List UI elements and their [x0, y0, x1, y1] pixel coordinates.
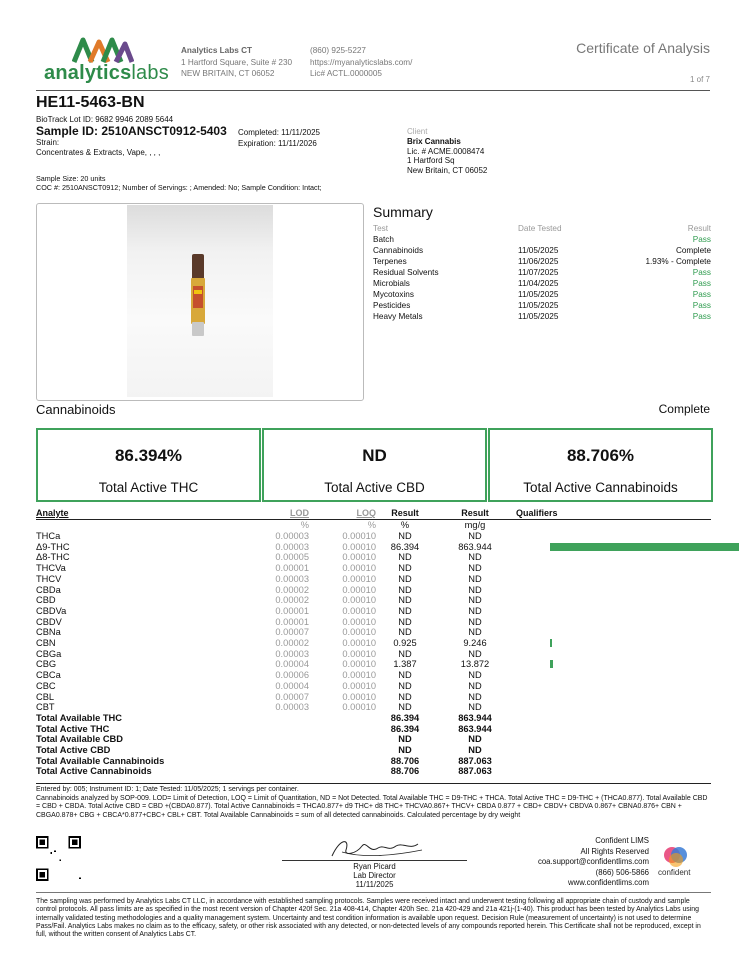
total-row — [36, 766, 711, 777]
analyte-analyte: CBCa — [36, 670, 61, 681]
analyte-loq: 0.00010 — [342, 627, 376, 638]
confident-logo-text: confident — [658, 868, 691, 877]
analyte-r2: ND — [468, 531, 482, 541]
cannabinoids-status: Complete — [658, 402, 710, 416]
analyte-r1: ND — [398, 648, 412, 659]
analyte-row — [36, 595, 711, 606]
analyte-lod: 0.00003 — [275, 541, 309, 552]
lims-info — [538, 836, 649, 889]
analyte-lod: 0.00004 — [275, 659, 309, 670]
table-header-divider — [36, 519, 711, 520]
total-row — [36, 745, 711, 756]
summary-test: Microbials — [373, 279, 410, 288]
analyte-r1: ND — [398, 531, 412, 541]
summary-row — [373, 312, 711, 323]
qualifier-bar — [550, 639, 552, 647]
analyte-loq: 0.00010 — [342, 552, 376, 563]
disclaimer: The sampling was performed by Analytics Labs CT LLC, in accordance with established sampling protocols. Samples were received intact and underwent testing following all appropriate chain of custody and sample control protocols. All pass limits are as specified in the most recent version of Chapter 420f Sec. 21a 408-414, Chapter 420h Sec. 21a 420-429 and 21a 421j-(1-40). This product has been tested by Analytics Labs using internally validated testing methodologies and a quality management system. Uncertainty and test condition information is available upon request. Decision Rule (measurement of uncertainty) is not used to determine Pass/Fail. Analytics Labs makes no claim as to the efficacy, safety, or other risk associated with any detected, or non-detected levels of any compounds reported herein. This Certificate shall not be reproduced, except in full, without the written consent of Analytics Labs CT. — [36, 898, 701, 939]
analyte-analyte: Δ9-THC — [36, 541, 70, 552]
lims-rights: All Rights Reserved — [580, 846, 649, 856]
analyte-analyte: CBDa — [36, 584, 61, 595]
total-r2: 887.063 — [458, 755, 492, 766]
summary-result: Result — [687, 224, 711, 233]
total-active-cbd-value: ND — [362, 446, 387, 465]
analyte-row — [36, 574, 711, 585]
summary-test: Mycotoxins — [373, 290, 414, 299]
analyte-loq: 0.00010 — [342, 648, 376, 659]
biotrack-lot-id: BioTrack Lot ID: 9682 9946 2089 5644 — [36, 115, 174, 124]
analyte-r2: ND — [468, 605, 482, 616]
analyte-r1: ND — [398, 691, 412, 702]
summary-result: Pass — [692, 301, 711, 310]
analyte-r2: ND — [468, 573, 482, 584]
analyte-r1: ND — [398, 595, 412, 606]
summary-date: 11/05/2025 — [518, 290, 559, 299]
page-number: 1 of 7 — [689, 75, 710, 84]
header-result-mg: Result — [461, 508, 489, 518]
analyte-lod: 0.00001 — [275, 563, 309, 574]
summary-test: Test — [373, 224, 389, 233]
total-active-cbd-box — [262, 428, 487, 502]
strain-info — [36, 138, 160, 158]
analyte-analyte: CBGa — [36, 648, 62, 659]
summary-row — [373, 279, 711, 290]
total-active-cannabinoids-value: 88.706% — [566, 446, 635, 465]
cannabinoid-footnote — [36, 786, 711, 820]
sample-dates — [238, 127, 320, 149]
summary-test: Terpenes — [373, 257, 407, 266]
analyte-r2: 863.944 — [458, 541, 492, 552]
analyte-loq: 0.00010 — [342, 680, 376, 691]
analyte-r2: ND — [468, 691, 482, 702]
sample-id: Sample ID: 2510ANSCT0912-5403 — [36, 124, 227, 138]
total-active-thc-value: 86.394% — [114, 446, 183, 465]
lab-phone: (860) 925-5227 — [310, 46, 366, 55]
analyte-r2: ND — [468, 680, 482, 691]
summary-row — [373, 268, 711, 279]
analyte-analyte: Δ8-THC — [36, 552, 70, 563]
summary-title: Summary — [373, 204, 433, 220]
total-analyte: Total Active Cannabinoids — [36, 766, 152, 777]
qualifier-bar — [550, 543, 739, 551]
total-active-cannabinoids-label: Total Active Cannabinoids — [523, 480, 678, 495]
client-name: Brix Cannabis — [407, 136, 461, 146]
total-active-thc-label: Total Active THC — [98, 480, 199, 495]
expiration-date: Expiration: 11/11/2026 — [238, 139, 317, 148]
total-analyte: Total Active THC — [36, 723, 110, 734]
analyte-r1: ND — [398, 670, 412, 681]
signer-info — [282, 862, 467, 889]
analyte-loq: 0.00010 — [342, 691, 376, 702]
analyte-r2: ND — [468, 584, 482, 595]
footnote-line1: Entered by: 005; Instrument ID: 1; Date Tested: 11/05/2025; 1 servings per container. — [36, 786, 299, 793]
total-r2: ND — [468, 734, 482, 745]
analyte-r2: ND — [468, 616, 482, 627]
lims-name: Confident LIMS — [595, 836, 649, 845]
analyte-table-header — [36, 508, 711, 519]
total-r2: ND — [468, 745, 482, 755]
total-analyte: Total Active CBD — [36, 745, 111, 755]
summary-test: Heavy Metals — [373, 312, 423, 321]
analyte-row — [36, 681, 711, 692]
unit-lod: % — [300, 520, 309, 530]
analyte-r1: ND — [398, 702, 412, 713]
total-r1: ND — [398, 734, 412, 745]
analyte-row — [36, 670, 711, 681]
analyte-row — [36, 649, 711, 660]
analyte-analyte: THCVa — [36, 563, 66, 574]
analyte-lod: 0.00003 — [275, 648, 309, 659]
total-row — [36, 713, 711, 724]
analyte-r1: ND — [398, 563, 412, 574]
summary-row — [373, 301, 711, 312]
header-qualifiers: Qualifiers — [516, 508, 558, 518]
signature-date: 11/11/2025 — [355, 880, 394, 889]
analyte-r1: 86.394 — [390, 541, 420, 552]
header-lod: LOD — [290, 508, 309, 518]
lims-phone: (866) 506-5866 — [595, 867, 649, 877]
analyte-loq: 0.00010 — [342, 616, 376, 627]
signer-title: Lab Director — [353, 871, 396, 880]
sample-name: HE11-5463-BN — [36, 94, 145, 111]
summary-result: Pass — [692, 235, 711, 244]
analyte-analyte: CBC — [36, 680, 56, 691]
summary-result: Pass — [692, 312, 711, 321]
analytics-labs-logo-mark — [72, 36, 134, 64]
analyte-r1: ND — [398, 680, 412, 691]
summary-result: Pass — [692, 290, 711, 299]
footnote-line2: Cannabinoids analyzed by SOP-009. LOD= Limit of Detection, LOQ = Limit of Quantitation, ND = Not Detected. Total Available THC = D9-THC + THCA. Total Active THC = D9-THC + (THCA0.877). Total Available CBD = CBD + CBDA. Total Active CBD = CBD +(CBDA0.877). Total Active Cannabinoids = THCA0.877+ d9 THC+ d8 THC+ THCVA0.867+ THCV+ CBDA 0.877 + CBD+ CBDV+ CBDVA 0.867+ CBNA0.876+ CBN + CBGA0.878+ CBG + CBCA*0.877+CBC+ CBL+ CBT. Total Available Cannabinoids = sum of all detected cannabinoids. Calculated percentage by dry weight — [36, 794, 708, 819]
unit-loq: % — [367, 520, 376, 530]
summary-date: 11/07/2025 — [518, 268, 559, 277]
summary-row — [373, 246, 711, 257]
analyte-lod: 0.00003 — [275, 702, 309, 713]
analyte-r1: ND — [398, 627, 412, 638]
analyte-r2: ND — [468, 702, 482, 713]
summary-row — [373, 290, 711, 301]
analyte-lod: 0.00003 — [275, 573, 309, 584]
total-r1: ND — [398, 745, 412, 755]
analyte-lod: 0.00001 — [275, 605, 309, 616]
summary-result: Pass — [692, 279, 711, 288]
analyte-row — [36, 563, 711, 574]
lab-license: Lic# ACTL.0000005 — [310, 69, 382, 78]
lab-info — [181, 45, 292, 80]
summary-row — [373, 235, 711, 246]
coc-info: COC #: 2510ANSCT0912; Number of Servings: ; Amended: No; Sample Condition: Intact; — [36, 182, 322, 192]
analyte-lod: 0.00001 — [275, 616, 309, 627]
analyte-analyte: CBD — [36, 595, 56, 606]
total-r2: 887.063 — [458, 766, 492, 777]
table-end-divider — [36, 783, 711, 784]
analyte-row — [36, 531, 711, 542]
analyte-r2: ND — [468, 563, 482, 574]
analyte-r1: ND — [398, 552, 412, 563]
analyte-r1: 1.387 — [393, 659, 417, 670]
total-row — [36, 724, 711, 735]
lims-url[interactable]: www.confidentlims.com — [567, 878, 649, 887]
client-info — [407, 127, 487, 176]
summary-result: Pass — [692, 268, 711, 277]
analyte-lod: 0.00002 — [275, 638, 309, 648]
document-title: Certificate of Analysis — [576, 40, 710, 56]
analyte-r1: 0.925 — [393, 638, 417, 648]
summary-date: 11/05/2025 — [518, 246, 559, 255]
lab-contact — [310, 45, 412, 80]
summary-result: 1.93% - Complete — [645, 257, 711, 266]
strain-label: Strain: — [36, 138, 60, 147]
analyte-analyte: THCV — [36, 573, 62, 584]
qr-code[interactable] — [36, 836, 81, 881]
total-row — [36, 734, 711, 745]
lims-email[interactable]: coa.support@confidentlims.com — [537, 857, 649, 866]
analyte-loq: 0.00010 — [342, 659, 376, 670]
sample-size-info — [36, 175, 322, 192]
analyte-loq: 0.00010 — [342, 563, 376, 574]
total-r1: 88.706 — [390, 755, 420, 766]
analyte-row — [36, 627, 711, 638]
total-active-cbd-label: Total Active CBD — [324, 480, 425, 495]
sample-size: Sample Size: 20 units — [36, 174, 106, 183]
summary-test: Batch — [373, 235, 394, 244]
lab-address2: NEW BRITAIN, CT 06052 — [181, 69, 275, 78]
summary-date: Date Tested — [518, 224, 562, 233]
summary-date: 11/05/2025 — [518, 301, 559, 310]
total-r1: 86.394 — [390, 723, 420, 734]
summary-test: Residual Solvents — [373, 268, 439, 277]
summary-header-row — [373, 224, 711, 235]
analyte-row — [36, 617, 711, 628]
analyte-lod: 0.00006 — [275, 670, 309, 681]
analyte-analyte: CBDVa — [36, 605, 67, 616]
analyte-loq: 0.00010 — [342, 584, 376, 595]
footer-divider — [36, 892, 711, 893]
unit-result-pct: % — [400, 520, 410, 530]
summary-test: Pesticides — [373, 301, 411, 310]
total-active-thc-box — [36, 428, 261, 502]
total-active-cannabinoids-box — [488, 428, 713, 502]
analyte-row — [36, 638, 711, 649]
header-divider — [36, 90, 710, 91]
total-analyte: Total Available Cannabinoids — [36, 755, 165, 766]
client-label: Client — [407, 127, 428, 136]
analyte-loq: 0.00010 — [342, 531, 376, 541]
analyte-r2: ND — [468, 595, 482, 606]
signature-line — [282, 860, 467, 861]
summary-date: 11/05/2025 — [518, 312, 559, 321]
analyte-loq: 0.00010 — [342, 638, 376, 648]
analyte-loq: 0.00010 — [342, 702, 376, 713]
analyte-lod: 0.00007 — [275, 627, 309, 638]
total-analyte: Total Available THC — [36, 712, 122, 723]
client-address2: New Britain, CT 06052 — [407, 166, 488, 176]
analyte-analyte: CBN — [36, 638, 56, 648]
cannabinoids-title: Cannabinoids — [36, 402, 116, 417]
analyte-loq: 0.00010 — [342, 670, 376, 681]
analyte-lod: 0.00007 — [275, 691, 309, 702]
analyte-r2: 13.872 — [460, 659, 490, 670]
client-license: Lic. # ACME.0008474 — [407, 146, 485, 156]
total-r1: 88.706 — [390, 766, 420, 777]
total-row — [36, 756, 711, 767]
analyte-row — [36, 692, 711, 703]
signer-name: Ryan Picard — [353, 862, 396, 871]
header-loq: LOQ — [356, 508, 376, 518]
analyte-r1: ND — [398, 605, 412, 616]
analyte-loq: 0.00010 — [342, 541, 376, 552]
analyte-loq: 0.00010 — [342, 605, 376, 616]
summary-row — [373, 257, 711, 268]
analyte-loq: 0.00010 — [342, 595, 376, 606]
unit-result-mg: mg/g — [464, 520, 486, 530]
header-result-pct: Result — [391, 508, 419, 518]
total-r2: 863.944 — [458, 712, 492, 723]
analyte-row — [36, 702, 711, 713]
analyte-analyte: CBL — [36, 691, 55, 702]
analyte-r1: ND — [398, 616, 412, 627]
summary-date: 11/04/2025 — [518, 279, 559, 288]
analyte-row — [36, 659, 711, 670]
analyte-row — [36, 585, 711, 596]
analyte-lod: 0.00005 — [275, 552, 309, 563]
lab-address1: 1 Hartford Square, Suite # 230 — [181, 57, 293, 67]
analyte-analyte: CBDV — [36, 616, 62, 627]
total-r1: 86.394 — [390, 712, 420, 723]
summary-date: 11/06/2025 — [518, 257, 559, 266]
vape-cartridge-image — [190, 254, 206, 336]
analyte-r1: ND — [398, 573, 412, 584]
total-r2: 863.944 — [458, 723, 492, 734]
analyte-loq: 0.00010 — [342, 573, 376, 584]
summary-test: Cannabinoids — [373, 246, 424, 255]
summary-result: Complete — [675, 246, 711, 255]
analyte-r2: ND — [468, 627, 482, 638]
lab-name: Analytics Labs CT — [181, 46, 252, 55]
analyte-r2: ND — [468, 670, 482, 681]
analyte-row — [36, 542, 711, 553]
analyte-row — [36, 552, 711, 563]
analyte-lod: 0.00002 — [275, 584, 309, 595]
analyte-analyte: CBT — [36, 702, 55, 713]
analyte-analyte: THCa — [36, 531, 61, 541]
analyte-analyte: CBG — [36, 659, 57, 670]
analyte-r2: ND — [468, 648, 482, 659]
analyte-lod: 0.00003 — [275, 531, 309, 541]
analyte-lod: 0.00004 — [275, 680, 309, 691]
analyte-r2: 9.246 — [463, 638, 487, 648]
qualifier-bar — [550, 660, 553, 668]
confident-logo-icon — [661, 846, 691, 868]
analyte-analyte: CBNa — [36, 627, 61, 638]
sample-category: Concentrates & Extracts, Vape, , , , — [36, 148, 161, 157]
completed-date: Completed: 11/11/2025 — [238, 128, 320, 137]
analyte-r2: ND — [468, 552, 482, 563]
lab-url[interactable]: https://myanalyticslabs.com/ — [310, 57, 413, 67]
analytics-labs-logo-text: analyticslabs — [44, 62, 169, 84]
analyte-r1: ND — [398, 584, 412, 595]
analyte-row — [36, 606, 711, 617]
total-analyte: Total Available CBD — [36, 734, 123, 745]
units-row — [36, 520, 711, 531]
header-analyte: Analyte — [36, 508, 69, 518]
analyte-lod: 0.00002 — [275, 595, 309, 606]
client-address1: 1 Hartford Sq — [407, 156, 455, 166]
